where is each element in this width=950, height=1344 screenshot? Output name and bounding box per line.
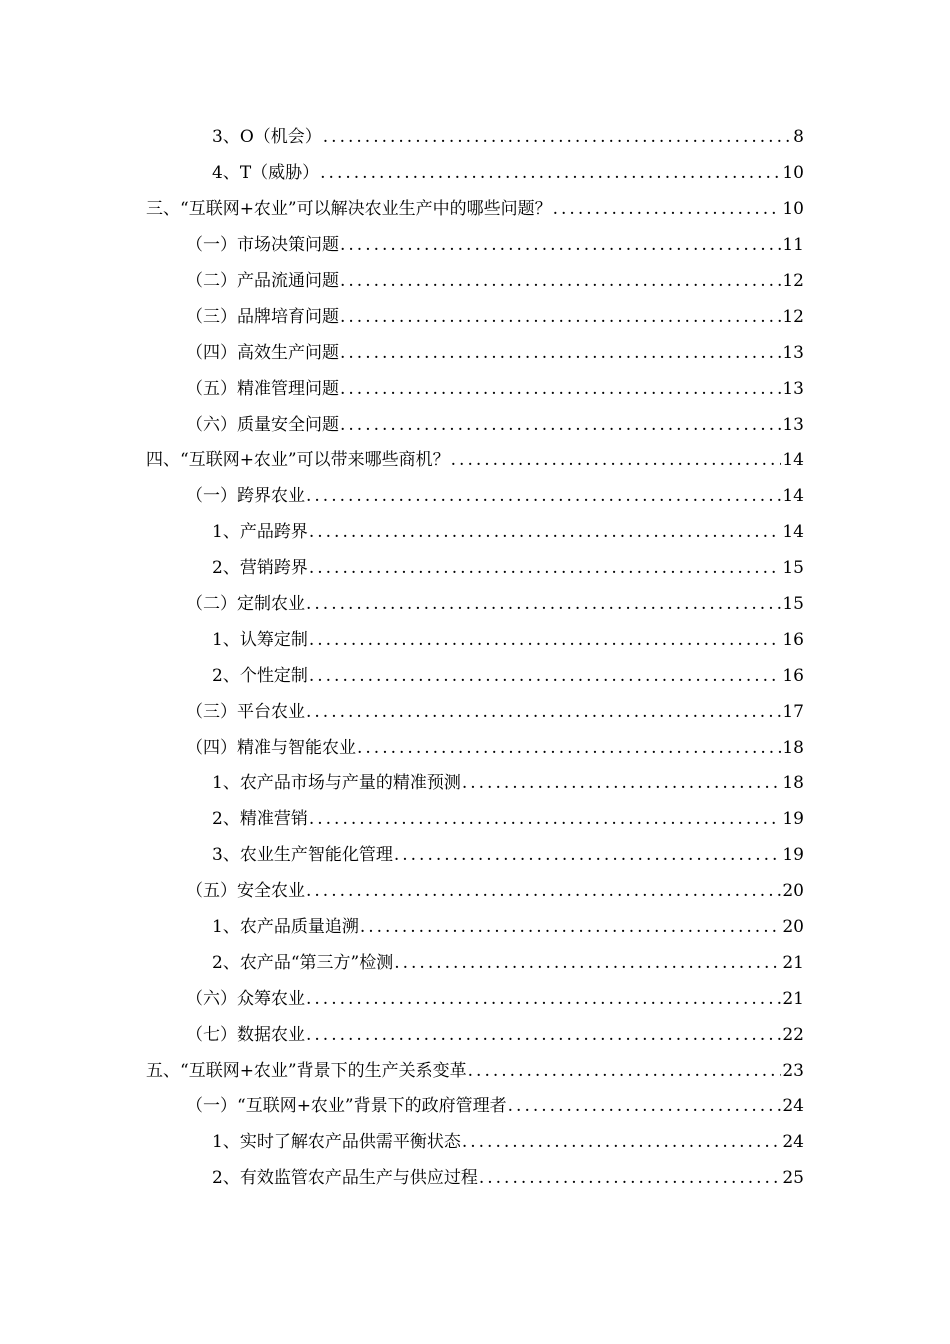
toc-entry[interactable] — [0, 1017, 950, 1053]
toc-entry-title: （一）“互联网+农业”背景下的政府管理者 — [186, 1096, 507, 1117]
toc-entry[interactable] — [0, 335, 950, 371]
toc-dot-leader — [309, 668, 782, 685]
toc-dot-leader — [309, 811, 782, 828]
toc-entry-page-number: 24 — [782, 1096, 804, 1117]
toc-dot-leader — [340, 381, 781, 398]
toc-entry-page-number: 19 — [782, 809, 804, 830]
toc-entry-title: 1、产品跨界 — [212, 522, 308, 543]
toc-entry[interactable] — [0, 838, 950, 874]
toc-entry-title: 1、认筹定制 — [212, 629, 308, 650]
toc-entry-title: 3、农业生产智能化管理 — [212, 845, 393, 866]
toc-entry-page-number: 25 — [782, 1168, 804, 1189]
toc-dot-leader — [306, 1027, 781, 1044]
toc-dot-leader — [462, 1134, 782, 1151]
toc-entry-page-number: 12 — [782, 271, 804, 291]
toc-entry-page-number: 21 — [782, 952, 804, 973]
toc-entry-page-number: 22 — [782, 1024, 804, 1045]
toc-entry[interactable] — [0, 1161, 950, 1197]
toc-dot-leader — [508, 1098, 782, 1115]
toc-entry-page-number: 12 — [782, 306, 804, 327]
toc-entry[interactable] — [0, 192, 950, 228]
toc-dot-leader — [340, 345, 781, 362]
toc-dot-leader — [479, 1170, 782, 1187]
toc-entry-page-number: 23 — [782, 1060, 804, 1081]
toc-entry-title: 四、“互联网+农业”可以带来哪些商机？ — [146, 450, 450, 471]
toc-entry[interactable] — [0, 658, 950, 694]
toc-entry-title: （六）质量安全问题 — [186, 414, 339, 435]
toc-entry[interactable] — [0, 156, 950, 192]
toc-entry-title: 2、农产品“第三方”检测 — [212, 952, 394, 973]
toc-entry[interactable] — [0, 910, 950, 946]
toc-entry-title: 五、“互联网+农业”背景下的生产关系变革 — [146, 1060, 467, 1081]
toc-entry-page-number: 16 — [782, 629, 804, 650]
toc-entry-page-number: 24 — [782, 1132, 804, 1153]
toc-entry-page-number: 13 — [782, 414, 804, 435]
toc-entry[interactable] — [0, 622, 950, 658]
toc-dot-leader — [394, 847, 782, 864]
toc-entry[interactable] — [0, 945, 950, 981]
toc-entry-page-number: 11 — [782, 235, 804, 256]
toc-entry[interactable] — [0, 299, 950, 335]
toc-entry[interactable] — [0, 694, 950, 730]
toc-entry-title: 1、实时了解农产品供需平衡状态 — [212, 1132, 461, 1153]
toc-dot-leader — [320, 165, 781, 182]
toc-entry-title: （四）高效生产问题 — [186, 342, 339, 363]
toc-entry-title: 3、O（机会） — [212, 127, 322, 148]
toc-entry-page-number: 10 — [782, 163, 804, 184]
toc-entry-title: （七）数据农业 — [186, 1024, 305, 1045]
toc-dot-leader — [451, 452, 782, 469]
toc-entry[interactable] — [0, 515, 950, 551]
toc-entry-title: （三）品牌培育问题 — [186, 306, 339, 327]
toc-dot-leader — [306, 704, 781, 721]
toc-entry-title: 2、有效监管农产品生产与供应过程 — [212, 1168, 478, 1189]
toc-entry-page-number: 20 — [782, 881, 804, 902]
toc-entry[interactable] — [0, 766, 950, 802]
toc-dot-leader — [323, 129, 792, 146]
toc-dot-leader — [357, 740, 781, 757]
toc-dot-leader — [309, 524, 782, 541]
toc-entry-title: 三、“互联网+农业”可以解决农业生产中的哪些问题？ — [146, 199, 552, 220]
toc-dot-leader — [340, 273, 781, 290]
toc-dot-leader — [468, 1063, 782, 1080]
toc-entry-page-number: 16 — [782, 665, 804, 686]
toc-entry[interactable] — [0, 981, 950, 1017]
toc-entry[interactable] — [0, 730, 950, 766]
toc-entry-title: （四）精准与智能农业 — [186, 737, 356, 758]
toc-entry-page-number: 18 — [782, 737, 804, 758]
toc-entry[interactable] — [0, 120, 950, 156]
toc-dot-leader — [553, 201, 782, 218]
toc-entry-title: 4、T（威胁） — [212, 163, 320, 184]
toc-entry[interactable] — [0, 551, 950, 587]
toc-entry-page-number: 14 — [782, 522, 804, 543]
toc-dot-leader — [309, 560, 782, 577]
toc-entry-page-number: 13 — [782, 378, 804, 399]
toc-entry-page-number: 13 — [782, 342, 804, 363]
toc-entry-page-number: 20 — [782, 917, 804, 938]
toc-dot-leader — [340, 309, 781, 326]
toc-entry-title: 2、营销跨界 — [212, 558, 308, 579]
toc-entry-page-number: 10 — [782, 199, 804, 220]
toc-entry[interactable] — [0, 443, 950, 479]
toc-entry-title: （一）市场决策问题 — [186, 235, 339, 256]
toc-entry[interactable] — [0, 479, 950, 515]
toc-entry-page-number: 18 — [782, 773, 804, 794]
toc-dot-leader — [306, 883, 781, 900]
toc-entry[interactable] — [0, 371, 950, 407]
toc-entry-page-number: 21 — [782, 988, 804, 1009]
toc-entry[interactable] — [0, 802, 950, 838]
toc-entry-title: （六）众筹农业 — [186, 988, 305, 1009]
toc-entry-title: 2、精准营销 — [212, 809, 308, 830]
toc-entry-page-number: 15 — [782, 558, 804, 579]
toc-entry-page-number: 15 — [782, 594, 804, 615]
toc-entry[interactable] — [0, 587, 950, 623]
toc-entry-title: （三）平台农业 — [186, 701, 305, 722]
toc-entry-title: （五）精准管理问题 — [186, 378, 339, 399]
toc-entry[interactable] — [0, 407, 950, 443]
toc-entry[interactable] — [0, 1053, 950, 1089]
table-of-contents — [0, 120, 950, 1197]
toc-dot-leader — [394, 955, 781, 972]
toc-dot-leader — [340, 237, 781, 254]
toc-dot-leader — [306, 596, 781, 613]
toc-entry[interactable] — [0, 1125, 950, 1161]
toc-entry[interactable] — [0, 228, 950, 264]
toc-entry-page-number: 14 — [782, 450, 804, 471]
toc-entry-title: （二）定制农业 — [186, 594, 305, 615]
toc-entry[interactable] — [0, 874, 950, 910]
toc-dot-leader — [462, 775, 782, 792]
toc-entry-page-number: 17 — [782, 701, 804, 722]
toc-dot-leader — [340, 417, 781, 434]
toc-dot-leader — [306, 488, 781, 505]
toc-dot-leader — [309, 632, 782, 649]
toc-entry[interactable] — [0, 1089, 950, 1125]
toc-entry-title: 1、农产品市场与产量的精准预测 — [212, 773, 461, 794]
toc-entry-title: （二）产品流通问题 — [186, 271, 339, 291]
toc-dot-leader — [360, 919, 782, 936]
toc-entry-title: 1、农产品质量追溯 — [212, 917, 359, 938]
toc-dot-leader — [306, 991, 781, 1008]
toc-entry-title: 2、个性定制 — [212, 665, 308, 686]
toc-entry[interactable] — [0, 264, 950, 300]
toc-entry-title: （一）跨界农业 — [186, 486, 305, 507]
toc-entry-page-number: 19 — [782, 845, 804, 866]
toc-entry-page-number: 8 — [793, 127, 804, 148]
toc-entry-title: （五）安全农业 — [186, 881, 305, 902]
toc-entry-page-number: 14 — [782, 486, 804, 507]
